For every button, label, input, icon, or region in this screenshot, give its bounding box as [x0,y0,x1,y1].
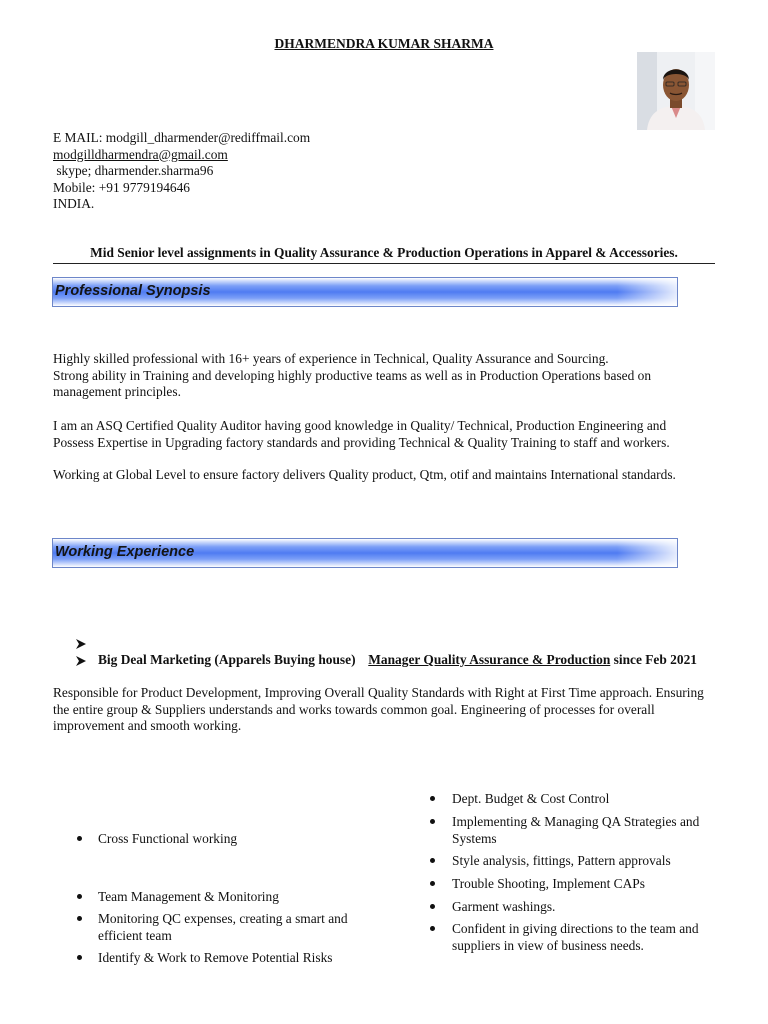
bullet-dot [430,796,435,801]
job-role: Manager Quality Assurance & Production [368,652,611,667]
text-line: Responsible for Product Development, Improving Overall Quality Standards with Right at First Time approach. Ensuring [53,685,704,700]
banner-fade [617,278,677,306]
portrait-image [637,52,715,130]
list-item: Dept. Budget & Cost Control [452,791,610,806]
profile-photo [637,52,715,130]
section-heading: Professional Synopsis [55,283,211,299]
contact-block [53,130,310,213]
arrow-bullet-icon [76,639,86,649]
email-primary: E MAIL: modgill_dharmender@rediffmail.com [53,130,311,145]
skype-id: skype; dharmender.sharma96 [53,163,214,178]
bullet-dot [430,904,435,909]
job-description [53,685,723,735]
text-line: I am an ASQ Certified Quality Auditor having good knowledge in Quality/ Technical, Production Engineering and [53,418,667,433]
section-banner-experience [52,538,678,568]
resume-name: DHARMENDRA KUMAR SHARMA [274,36,494,51]
list-item: Identify & Work to Remove Potential Risks [98,950,333,965]
company-name: Big Deal Marketing (Apparels Buying house) [98,652,356,667]
list-item: Trouble Shooting, Implement CAPs [452,876,645,891]
list-item-continuation: Systems [452,831,497,846]
bullet-dot [430,926,435,931]
list-item: Style analysis, fittings, Pattern approvals [452,853,671,868]
bullet-dot [77,836,82,841]
text-line: Highly skilled professional with 16+ years of experience in Technical, Quality Assurance and Sourcing. [53,351,609,366]
arrow-bullet-icon [76,656,86,666]
list-item: Garment washings. [452,899,556,914]
career-objective: Mid Senior level assignments in Quality Assurance & Production Operations in Apparel & Accessories. [53,245,715,264]
list-item: Implementing & Managing QA Strategies and [452,814,700,829]
list-item-continuation: efficient team [98,928,172,943]
section-heading: Working Experience [55,544,195,560]
text-line: Strong ability in Training and developing highly productive teams as well as in Production Operations based on [53,367,652,383]
country: INDIA. [53,196,95,211]
text-line: Working at Global Level to ensure factory delivers Quality product, Qtm, otif and maintains International standards. [53,467,676,482]
mobile-number: Mobile: +91 9779194646 [53,179,190,195]
text-line: the entire group & Suppliers understands and works towards common goal. Engineering of processes for overall [53,701,655,717]
banner-fade [617,539,677,567]
text-line: improvement and smooth working. [53,718,242,733]
text-line: Possess Expertise in Upgrading factory standards and providing Technical & Quality Training to staff and workers. [53,434,670,450]
text-line: management principles. [53,384,181,399]
bullet-dot [77,955,82,960]
list-item: Confident in giving directions to the team and [452,921,699,936]
bullet-dot [430,858,435,863]
section-banner-synopsis [52,277,678,307]
synopsis-paragraph-1 [53,351,723,401]
bullet-dot [77,894,82,899]
list-item: Monitoring QC expenses, creating a smart and [98,911,348,926]
list-item-continuation: suppliers in view of business needs. [452,938,644,953]
job-entry [98,652,697,669]
synopsis-paragraph-2 [53,418,723,451]
email-secondary-link[interactable]: modgilldharmendra@gmail.com [53,146,228,162]
list-item: Cross Functional working [98,831,238,846]
bullet-dot [430,881,435,886]
synopsis-paragraph-3 [53,467,723,484]
list-item: Team Management & Monitoring [98,889,279,904]
bullet-dot [77,916,82,921]
job-start-date: since Feb 2021 [610,652,697,667]
bullet-dot [430,819,435,824]
